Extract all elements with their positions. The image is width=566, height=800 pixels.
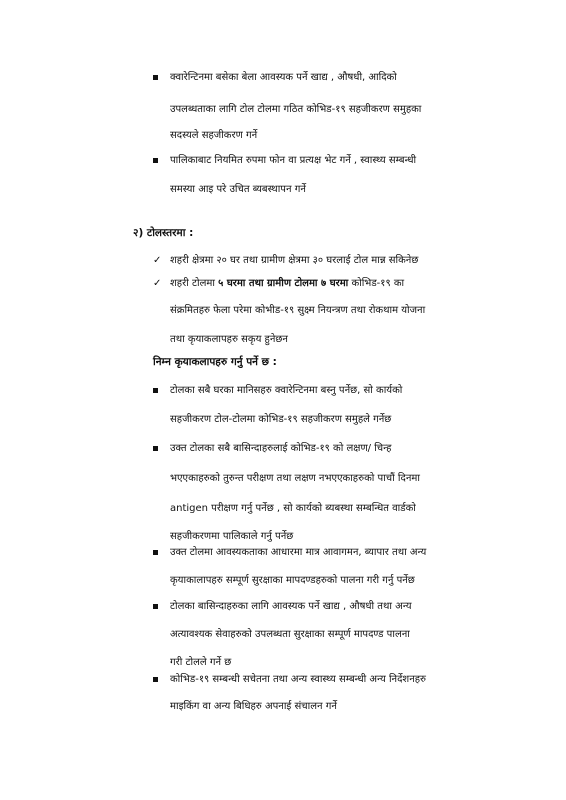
bullet-marker bbox=[153, 75, 158, 80]
check-2-text-bold: ५ घरमा तथा ग्रामीण टोलमा ७ घरमा bbox=[218, 278, 349, 289]
check-2-line-2: संक्रमितहरु फेला परेमा कोभीड-१९ सुक्ष्म नियन्त्रण तथा रोकथाम योजना bbox=[170, 305, 426, 316]
bullet-6-line-3: गरी टोलले गर्ने छ bbox=[170, 657, 232, 668]
bullet-6-line-1: टोलका बासिन्दाहरुका लागि आवस्यक पर्ने खाद्य , औषधी तथा अन्य bbox=[170, 601, 412, 612]
bullet-5-line-1: उक्त टोलमा आवस्यकताका आधारमा मात्र आवागमन, ब्यापार तथा अन्य bbox=[170, 547, 427, 558]
bullet-4-line-3: antigen परीक्षण गर्नु पर्नेछ , सो कार्यको ब्यबस्था सम्बन्धित वार्डको bbox=[170, 503, 416, 514]
bullet-marker bbox=[153, 388, 158, 393]
check-1-line-1: शहरी क्षेत्रमा २० घर तथा ग्रामीण क्षेत्रमा ३० घरलाई टोल मान्न सकिनेछ bbox=[170, 255, 419, 266]
bullet-2-line-2: समस्या आइ परे उचित ब्यबस्थापन गर्ने bbox=[170, 184, 306, 195]
bullet-4-line-4: सहजीकरणमा पालिकाले गर्नु पर्नेछ bbox=[170, 531, 294, 542]
check-icon: ✓ bbox=[153, 278, 162, 289]
bullet-1-line-1: क्वारेन्टिनमा बसेका बेला आवस्यक पर्ने खाद्य , औषधी, आदिको bbox=[170, 72, 397, 83]
bullet-1-line-2: उपलब्धताका लागि टोल टोलमा गठित कोभिड-१९ सहजीकरण समुहका bbox=[170, 104, 422, 115]
bullet-2-line-1: पालिकाबाट नियमित रुपमा फोन वा प्रत्यक्ष भेट गर्ने , स्वास्थ्य सम्बन्धी bbox=[170, 155, 417, 166]
bullet-1-line-3: सदस्यले सहजीकरण गर्ने bbox=[170, 130, 258, 141]
check-icon: ✓ bbox=[153, 255, 162, 266]
bullet-5-line-2: कृयाकालापहरु सम्पूर्ण सुरक्षाका मापदण्डहरुको पालना गरी गर्नु पर्नेछ bbox=[170, 575, 415, 586]
section-heading: २) टोलस्तरमा : bbox=[133, 227, 194, 239]
sub-heading: निम्न कृयाकलापहरु गर्नु पर्ने छ : bbox=[153, 356, 277, 368]
check-2-line-3: तथा कृयाकलापहरु सकृय हुनेछन bbox=[170, 334, 288, 345]
bullet-marker bbox=[153, 550, 158, 555]
bullet-marker bbox=[153, 446, 158, 451]
bullet-4-line-1: उक्त टोलका सबै बासिन्दाहरुलाई कोभिड-१९ को लक्षण/ चिन्ह bbox=[170, 443, 392, 454]
bullet-marker bbox=[153, 158, 158, 163]
bullet-3-line-1: टोलका सबै घरका मानिसहरु क्वारेन्टिनमा बस्नु पर्नेछ, सो कार्यको bbox=[170, 385, 403, 396]
check-2-text-pre: शहरी टोलमा bbox=[170, 278, 219, 289]
check-2-line-1 bbox=[170, 277, 404, 291]
bullet-6-line-2: अत्यावश्यक सेवाहरुको उपलब्धता सुरक्षाका सम्पूर्ण मापदण्ड पालना bbox=[170, 629, 410, 640]
bullet-4-line-2: भएएकाहरुको तुरुन्त परीक्षण तथा लक्षण नभएएकाहरुको पाचौं दिनमा bbox=[170, 473, 420, 484]
check-2-text-post: कोभिड-१९ का bbox=[348, 278, 405, 289]
bullet-3-line-2: सहजीकरण टोल-टोलमा कोभिड-१९ सहजीकरण समुहले गर्नेछ bbox=[170, 414, 392, 425]
bullet-marker bbox=[153, 604, 158, 609]
bullet-marker bbox=[153, 677, 158, 682]
bullet-7-line-1: कोभिड-१९ सम्बन्धी सचेतना तथा अन्य स्वास्थ्य सम्बन्धी अन्य निर्देशनहरु bbox=[170, 674, 427, 685]
bullet-7-line-2: माइकिंग वा अन्य बिधिहरु अपनाई संचालन गर्ने bbox=[170, 701, 337, 712]
